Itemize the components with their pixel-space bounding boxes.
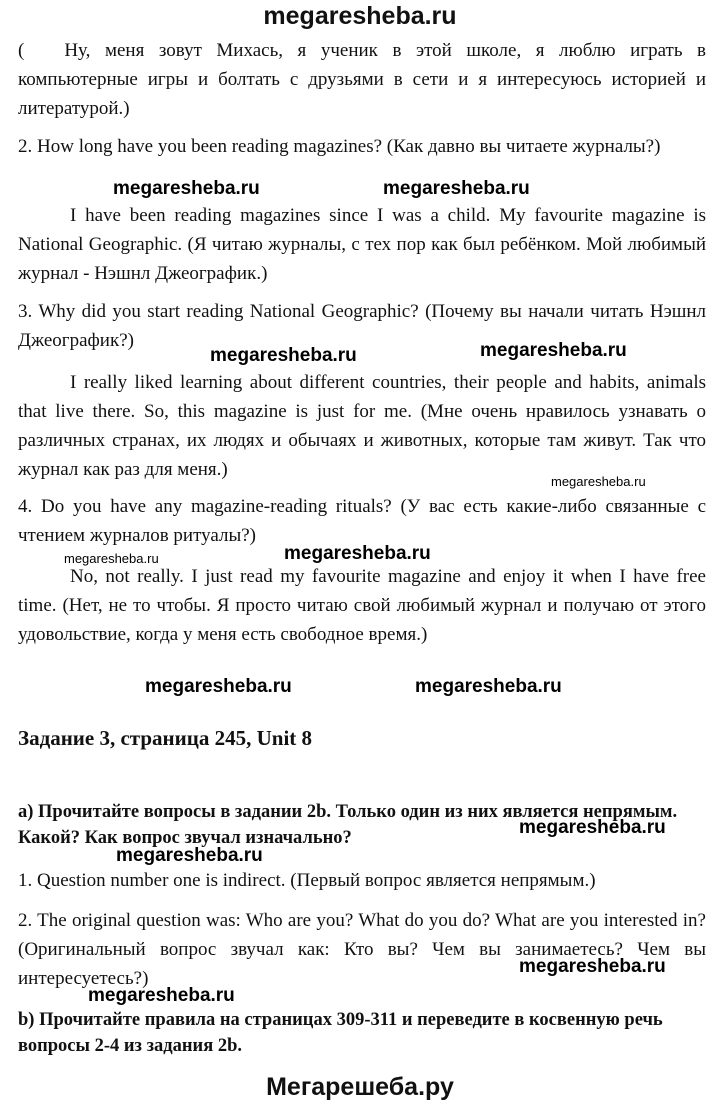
task-answer-2: 2. The original question was: Who are you? What do you do? What are you interested in? (Оригинальный вопрос звучал как: Кто вы? Чем вы занимаетесь? Чем вы интересуетесь?) [18, 910, 706, 989]
watermark: megaresheba.ru [551, 474, 646, 489]
question-3: 3. Why did you start reading National Geographic? (Почему вы начали читать Нэшнл Джеографик?) [18, 301, 706, 351]
watermark: megaresheba.ru [210, 345, 357, 366]
question-4: 4. Do you have any magazine-reading rituals? (У вас есть какие-либо связанные с чтением журналов ритуалы?) [18, 496, 706, 546]
task-answer-1: 1. Question number one is indirect. (Первый вопрос является непрямым.) [18, 870, 596, 891]
watermark: megaresheba.ru [145, 676, 292, 697]
intro-paren: ( [18, 40, 25, 61]
answer-3: I really liked learning about different countries, their people and habits, animals that live there. So, this magazine is just for me. (Мне очень нравилось узнавать о различных странах, их людях и обычаях и животных, которые там живут. Так что журнал как раз для меня.) [18, 372, 706, 480]
watermark: megaresheba.ru [88, 985, 235, 1006]
watermark: megaresheba.ru [519, 956, 666, 977]
site-header: megaresheba.ru [263, 2, 457, 30]
intro-paragraph [18, 36, 706, 123]
watermark: megaresheba.ru [415, 676, 562, 697]
intro-text: Ну, меня зовут Михась, я ученик в этой школе, я люблю играть в компьютерные игры и болтать с друзьями в сети и я интересуюсь историей и литературой.) [18, 40, 706, 119]
task-part-a: a) Прочитайте вопросы в задании 2b. Только один из них является непрямым. Какой? Как вопрос звучал изначально? [18, 802, 678, 848]
watermark: megaresheba.ru [116, 845, 263, 866]
watermark: megaresheba.ru [64, 551, 159, 566]
task-part-b: b) Прочитайте правила на страницах 309-311 и переведите в косвенную речь вопросы 2-4 из задания 2b. [18, 1010, 663, 1056]
watermark: megaresheba.ru [519, 817, 666, 838]
answer-2: I have been reading magazines since I was a child. My favourite magazine is National Geographic. (Я читаю журналы, с тех пор как был ребёнком. Мой любимый журнал - Нэшнл Джеографик.) [18, 205, 706, 284]
watermark: megaresheba.ru [383, 178, 530, 199]
question-2: 2. How long have you been reading magazines? (Как давно вы читаете журналы?) [18, 136, 661, 157]
watermark: megaresheba.ru [284, 543, 431, 564]
watermark: megaresheba.ru [113, 178, 260, 199]
site-footer: Мегарешеба.ру [266, 1073, 454, 1101]
task-heading: Задание 3, страница 245, Unit 8 [18, 726, 313, 750]
watermark: megaresheba.ru [480, 340, 627, 361]
answer-4: No, not really. I just read my favourite magazine and enjoy it when I have free time. (Нет, не то чтобы. Я просто читаю свой любимый журнал и получаю от этого удовольствие, когда у меня есть свободное время.) [18, 566, 706, 645]
